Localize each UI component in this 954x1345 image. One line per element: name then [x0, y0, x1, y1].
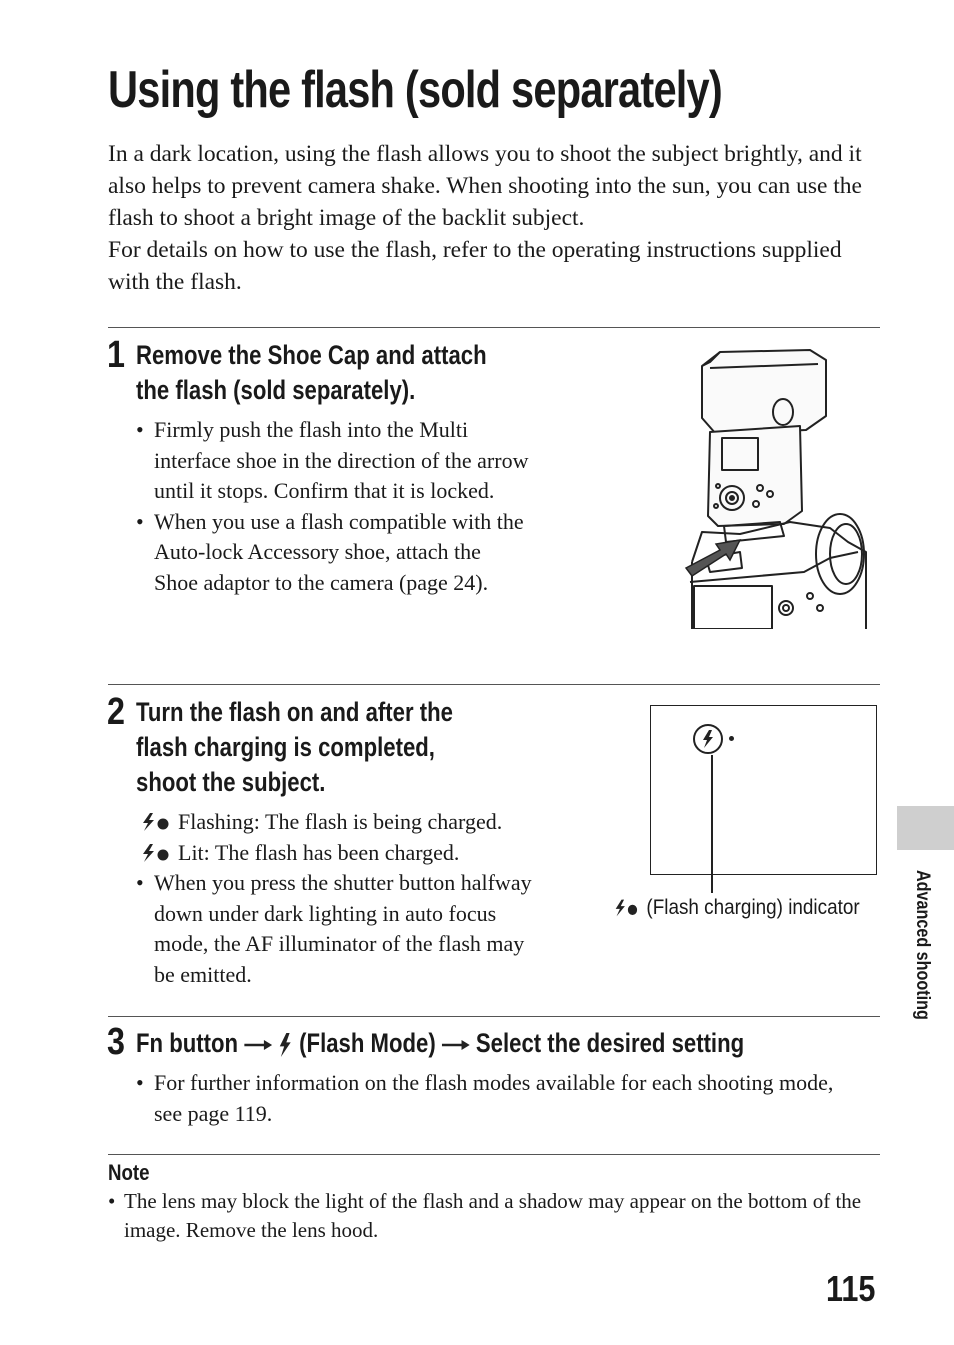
indicator-row: [109, 838, 549, 869]
side-section-label: Advanced shooting: [912, 870, 933, 1020]
divider: [108, 327, 880, 328]
list-item-text: When you use a flash compatible with the Auto-lock Accessory shoe, attach the Shoe adaptor to the camera (page 24).: [154, 508, 524, 595]
list-item: [109, 415, 529, 507]
divider: [108, 684, 880, 685]
figure-caption: [614, 896, 860, 920]
step-2-number: 2: [107, 691, 125, 733]
list-item: [108, 1187, 888, 1245]
section-tab: [897, 806, 954, 850]
flash-charging-icon: [141, 812, 171, 832]
indicator-row: [109, 807, 549, 838]
lcd-screen-figure: [650, 705, 877, 875]
bullet-marker: •: [136, 1070, 144, 1095]
bullet-marker: •: [136, 417, 144, 442]
list-item-text: When you press the shutter button halfway down under dark lighting in auto focus mode, the AF illuminator of the flash may be emitted.: [154, 870, 532, 987]
list-item: [109, 1068, 849, 1129]
select-setting-label: Select the desired setting: [475, 1028, 745, 1058]
indicator-text: Lit: The flash has been charged.: [178, 839, 460, 865]
step-3-heading: [136, 1026, 744, 1061]
page-number: 115: [826, 1268, 876, 1309]
leader-line: [711, 755, 713, 893]
step-2-heading: [136, 695, 453, 800]
page-title: Using the flash (sold separately): [108, 61, 722, 119]
intro-text: [108, 138, 888, 298]
indicator-text: Flashing: The flash is being charged.: [178, 809, 503, 834]
list-item-text: The lens may block the light of the flash and a shadow may appear on the bottom of the image. Remove the lens hood.: [124, 1189, 862, 1242]
intro-paragraph-2: For details on how to use the flash, refer to the operating instructions supplied with the flash.: [108, 237, 842, 295]
step-3-body: [109, 1068, 849, 1129]
list-item: [109, 507, 529, 599]
step-2-body: [109, 807, 549, 990]
list-item: [109, 868, 549, 990]
bullet-marker: •: [136, 508, 144, 534]
step-1-heading-line-1: Remove the Shoe Cap and attach: [136, 340, 487, 370]
step-3-number: 3: [107, 1021, 125, 1063]
intro-paragraph-1: In a dark location, using the flash allows you to shoot the subject brightly, and it also helps to prevent camera shake. When shooting into the sun, you can use the flash to shoot a bright image of the backlit subject.: [108, 141, 862, 231]
step-1-body: [109, 415, 529, 598]
divider: [108, 1016, 880, 1017]
bullet-marker: •: [136, 870, 144, 895]
camera-flash-illustration: [680, 346, 870, 629]
step-2-heading-line-1: Turn the flash on and after the: [136, 697, 453, 727]
step-1-heading-line-2: the flash (sold separately).: [136, 375, 416, 405]
step-2-heading-line-3: shoot the subject.: [136, 767, 326, 797]
figure-caption-text: (Flash charging) indicator: [646, 896, 860, 919]
flash-charging-icon: [141, 843, 171, 863]
step-1-heading: [136, 338, 487, 408]
arrow-right-icon: [244, 1038, 272, 1052]
arrow-right-icon: [442, 1038, 470, 1052]
flash-charging-icon: [614, 898, 639, 918]
flash-mode-label: (Flash Mode): [299, 1028, 436, 1058]
list-item-text: For further information on the flash modes available for each shooting mode, see page 119.: [154, 1070, 834, 1126]
step-2-heading-line-2: flash charging is completed,: [136, 732, 435, 762]
divider: [108, 1154, 880, 1155]
step-1-number: 1: [107, 334, 125, 376]
camera-flash-icon: [680, 346, 870, 629]
list-item-text: Firmly push the flash into the Multi interface shoe in the direction of the arrow until it stops. Confirm that it is locked.: [154, 417, 529, 503]
flash-icon: [278, 1033, 293, 1057]
flash-indicator-icon: [693, 724, 723, 754]
bullet-marker: •: [108, 1189, 116, 1213]
note-heading: Note: [108, 1160, 150, 1185]
indicator-dot: [729, 736, 734, 741]
note-body: [108, 1187, 888, 1245]
fn-button-label: Fn button: [136, 1028, 239, 1058]
